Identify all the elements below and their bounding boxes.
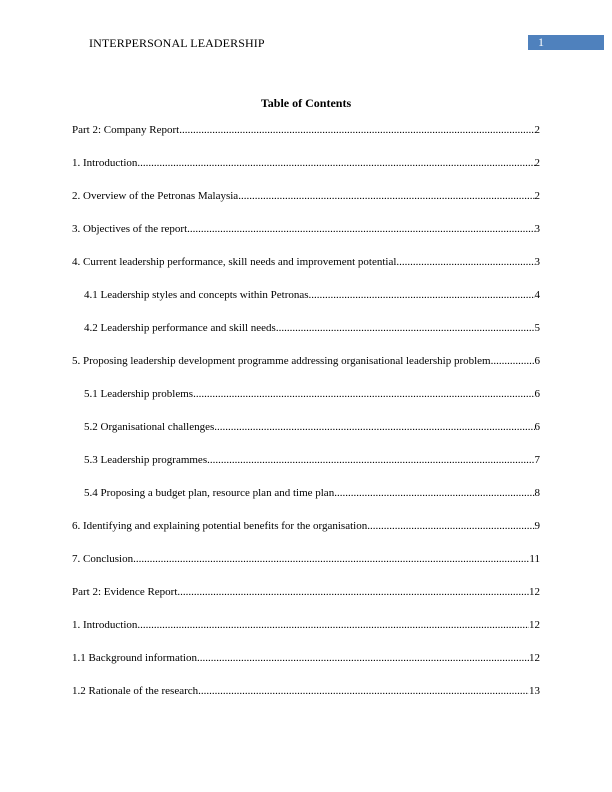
toc-entry[interactable] — [72, 123, 540, 156]
toc-leader-dots — [238, 189, 534, 203]
toc-entry-page: 2 — [534, 190, 540, 202]
toc-subentry[interactable] — [72, 486, 540, 519]
toc-subentry[interactable] — [72, 321, 540, 354]
toc-entry-page: 6 — [534, 388, 540, 400]
toc-entry-page: 6 — [534, 355, 540, 367]
toc-entry-label: 6. Identifying and explaining potential benefits for the organisation — [72, 520, 368, 532]
toc-leader-dots — [207, 453, 534, 467]
toc-entry[interactable] — [72, 189, 540, 222]
toc-subentry[interactable] — [72, 420, 540, 453]
toc-entry-label: 4. Current leadership performance, skill needs and improvement potential — [72, 256, 397, 268]
toc-entry-page: 12 — [529, 652, 540, 664]
toc-leader-dots — [367, 519, 534, 533]
toc-entry-label: 5. Proposing leadership development programme addressing organisational leadership problem — [72, 355, 491, 367]
toc-entry-label: Part 2: Evidence Report — [72, 586, 178, 598]
toc-entry[interactable] — [72, 354, 540, 387]
toc-entry[interactable] — [72, 552, 540, 585]
toc-entry[interactable] — [72, 618, 540, 651]
toc-entry-label: 4.2 Leadership performance and skill needs — [84, 322, 276, 334]
toc-leader-dots — [137, 618, 529, 632]
toc-entry-label: 7. Conclusion — [72, 553, 134, 565]
toc-leader-dots — [491, 354, 535, 368]
toc-entry-page: 3 — [534, 256, 540, 268]
toc-entry-label: 1. Introduction — [72, 157, 138, 169]
toc-leader-dots — [198, 684, 529, 698]
toc-entry-page: 2 — [534, 157, 540, 169]
toc-entry-label: 4.1 Leadership styles and concepts within Petronas — [84, 289, 309, 301]
toc-entry-page: 9 — [534, 520, 540, 532]
toc-leader-dots — [214, 420, 534, 434]
toc-leader-dots — [309, 288, 535, 302]
toc-entry-page: 3 — [534, 223, 540, 235]
toc-subentry[interactable] — [72, 453, 540, 486]
toc-entry-page: 13 — [529, 685, 540, 697]
toc-entry-label: 1.1 Background information — [72, 652, 197, 664]
page-number-badge: 1 — [528, 35, 604, 50]
toc-entry[interactable] — [72, 684, 540, 717]
toc-leader-dots — [193, 387, 534, 401]
toc-leader-dots — [334, 486, 534, 500]
toc-leader-dots — [179, 123, 534, 137]
toc-entry-label: 5.3 Leadership programmes — [84, 454, 208, 466]
toc-entry-page: 5 — [534, 322, 540, 334]
toc-heading: Table of Contents — [260, 96, 352, 110]
toc-leader-dots — [177, 585, 529, 599]
toc-entry-page: 7 — [534, 454, 540, 466]
toc-entry-label: 1.2 Rationale of the research — [72, 685, 199, 697]
toc-entry-page: 12 — [529, 586, 540, 598]
toc-entry[interactable] — [72, 585, 540, 618]
running-header-title: INTERPERSONAL LEADERSHIP — [89, 36, 265, 50]
toc-entry-label: 5.4 Proposing a budget plan, resource plan and time plan — [84, 487, 335, 499]
toc-subentry[interactable] — [72, 288, 540, 321]
toc-leader-dots — [396, 255, 534, 269]
toc-entry-page: 6 — [534, 421, 540, 433]
toc-entry-label: 3. Objectives of the report — [72, 223, 188, 235]
toc-entry[interactable] — [72, 222, 540, 255]
toc-entry-page: 2 — [534, 124, 540, 136]
toc-entry-label: 5.2 Organisational challenges — [84, 421, 215, 433]
toc-entry-page: 4 — [534, 289, 540, 301]
toc-leader-dots — [137, 156, 534, 170]
toc-entry-page: 11 — [529, 553, 540, 565]
toc-entry[interactable] — [72, 651, 540, 684]
toc-list — [72, 123, 540, 717]
toc-entry[interactable] — [72, 255, 540, 288]
toc-leader-dots — [276, 321, 535, 335]
toc-entry[interactable] — [72, 519, 540, 552]
toc-leader-dots — [133, 552, 529, 566]
toc-entry-page: 12 — [529, 619, 540, 631]
toc-entry-label: 2. Overview of the Petronas Malaysia — [72, 190, 239, 202]
toc-entry-page: 8 — [534, 487, 540, 499]
toc-entry-label: Part 2: Company Report — [72, 124, 180, 136]
toc-leader-dots — [197, 651, 529, 665]
toc-entry-label: 5.1 Leadership problems — [84, 388, 194, 400]
toc-subentry[interactable] — [72, 387, 540, 420]
toc-entry[interactable] — [72, 156, 540, 189]
toc-entry-label: 1. Introduction — [72, 619, 138, 631]
toc-leader-dots — [187, 222, 534, 236]
